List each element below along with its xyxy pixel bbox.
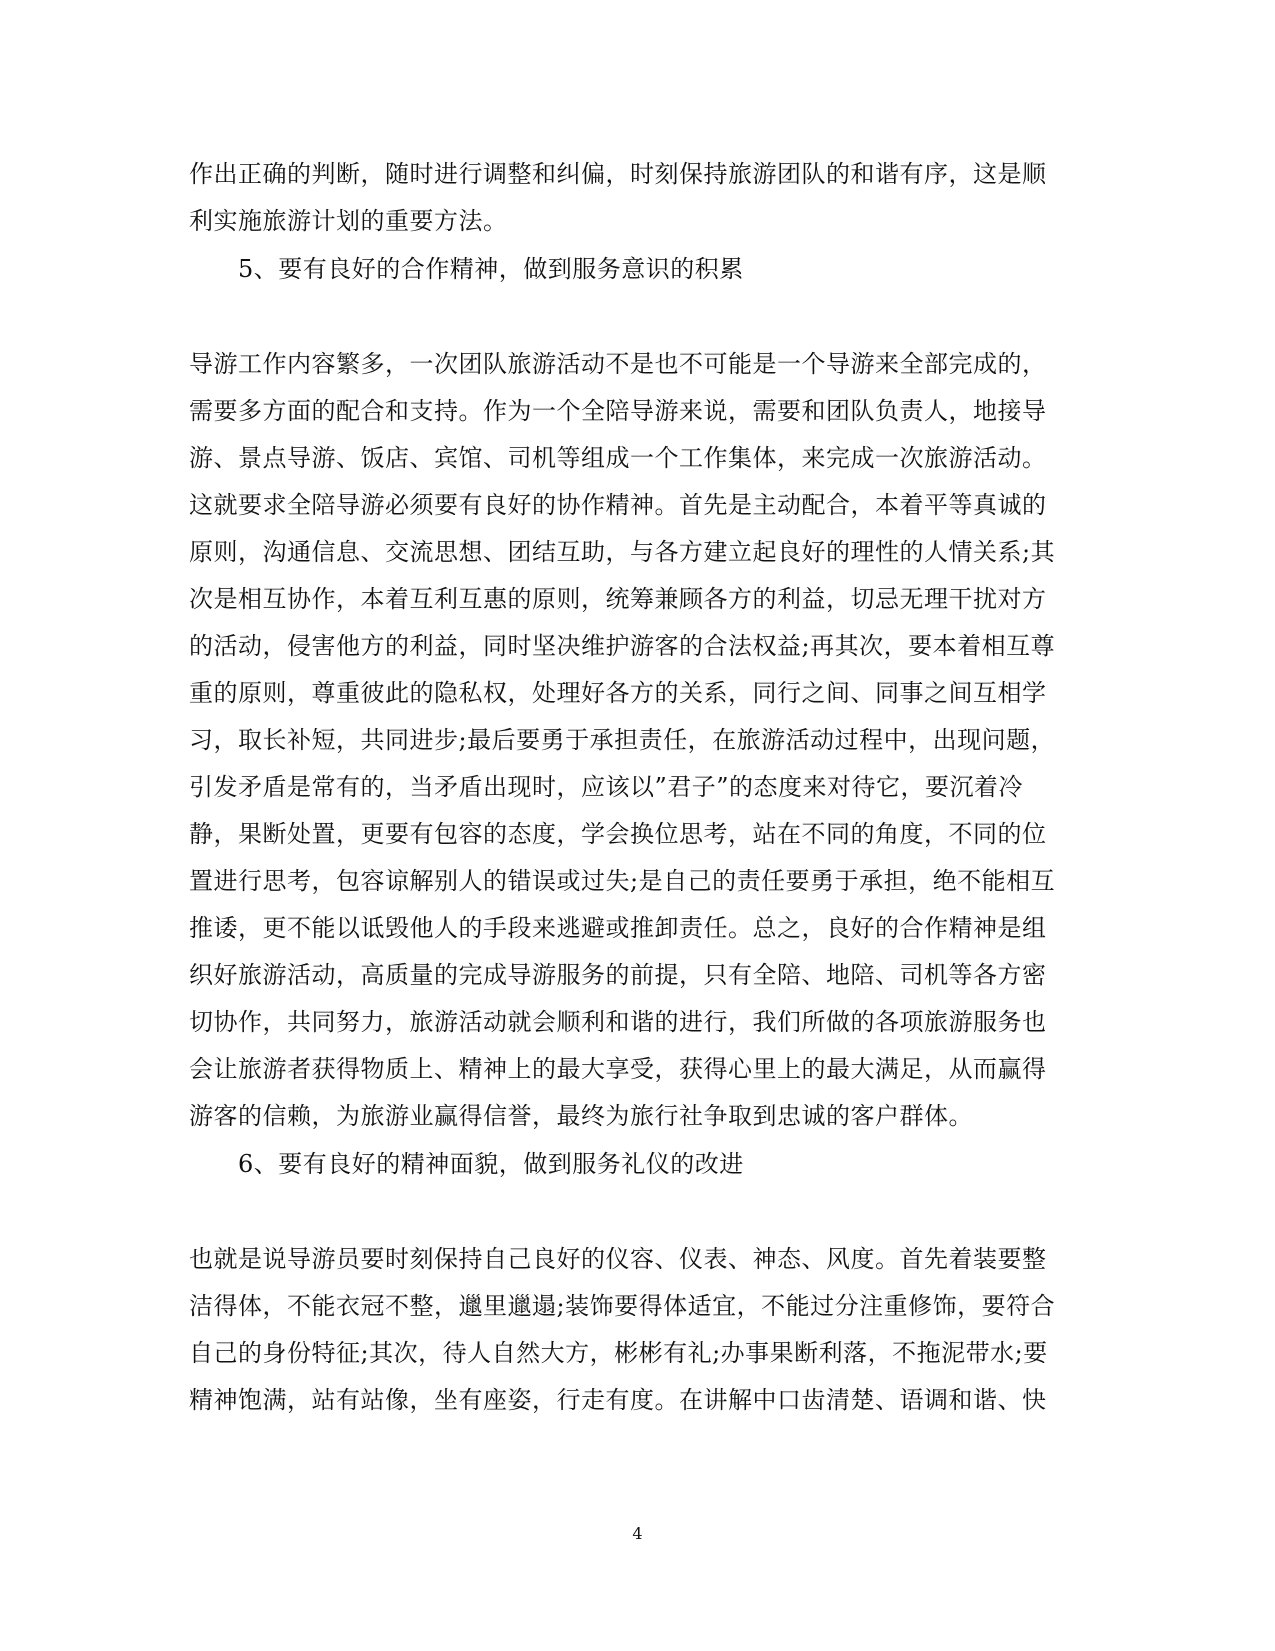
text-line: 精神饱满，站有站像，坐有座姿，行走有度。在讲解中口齿清楚、语调和谐、快: [189, 1386, 1047, 1414]
text-line: 习，取长补短，共同进步;最后要勇于承担责任，在旅游活动过程中，出现问题，: [189, 726, 1056, 754]
text-line: 利实施旅游计划的重要方法。: [189, 207, 508, 235]
text-line: 洁得体，不能衣冠不整，邋里邋遢;装饰要得体适宜，不能过分注重修饰，要符合: [189, 1292, 1056, 1320]
section-heading-5: 5、要有良好的合作精神，做到服务意识的积累: [238, 255, 744, 283]
text-line: 会让旅游者获得物质上、精神上的最大享受，获得心里上的最大满足，从而赢得: [189, 1055, 1047, 1083]
text-line: 置进行思考，包容谅解别人的错误或过失;是自己的责任要勇于承担，绝不能相互: [189, 867, 1056, 895]
text-line: 重的原则，尊重彼此的隐私权，处理好各方的关系，同行之间、同事之间互相学: [189, 679, 1047, 707]
text-line: 需要多方面的配合和支持。作为一个全陪导游来说，需要和团队负责人，地接导: [189, 397, 1047, 425]
text-line: 原则，沟通信息、交流思想、团结互助，与各方建立起良好的理性的人情关系;其: [189, 538, 1056, 566]
text-line: 切协作，共同努力，旅游活动就会顺利和谐的进行，我们所做的各项旅游服务也: [189, 1008, 1047, 1036]
text-line: 作出正确的判断，随时进行调整和纠偏，时刻保持旅游团队的和谐有序，这是顺: [189, 160, 1047, 188]
section-heading-6: 6、要有良好的精神面貌，做到服务礼仪的改进: [238, 1150, 744, 1178]
text-line: 自己的身份特征;其次，待人自然大方，彬彬有礼;办事果断利落，不拖泥带水;要: [189, 1339, 1048, 1367]
page-number: 4: [632, 1524, 643, 1543]
text-line: 这就要求全陪导游必须要有良好的协作精神。首先是主动配合，本着平等真诚的: [189, 491, 1047, 519]
text-line: 次是相互协作，本着互利互惠的原则，统筹兼顾各方的利益，切忌无理干扰对方: [189, 585, 1047, 613]
text-line: 静，果断处置，更要有包容的态度，学会换位思考，站在不同的角度，不同的位: [189, 820, 1047, 848]
text-line: 引发矛盾是常有的，当矛盾出现时，应该以”君子”的态度来对待它，要沉着冷: [189, 773, 1024, 801]
text-line: 的活动，侵害他方的利益，同时坚决维护游客的合法权益;再其次，要本着相互尊: [189, 632, 1056, 660]
text-line: 导游工作内容繁多，一次团队旅游活动不是也不可能是一个导游来全部完成的，: [189, 350, 1047, 378]
text-line: 游、景点导游、饭店、宾馆、司机等组成一个工作集体，来完成一次旅游活动。: [189, 444, 1047, 472]
text-line: 游客的信赖，为旅游业赢得信誉，最终为旅行社争取到忠诚的客户群体。: [189, 1102, 973, 1130]
text-line: 织好旅游活动，高质量的完成导游服务的前提，只有全陪、地陪、司机等各方密: [189, 961, 1047, 989]
text-line: 也就是说导游员要时刻保持自己良好的仪容、仪表、神态、风度。首先着装要整: [189, 1245, 1047, 1273]
text-line: 推诿，更不能以诋毁他人的手段来逃避或推卸责任。总之，良好的合作精神是组: [189, 914, 1047, 942]
